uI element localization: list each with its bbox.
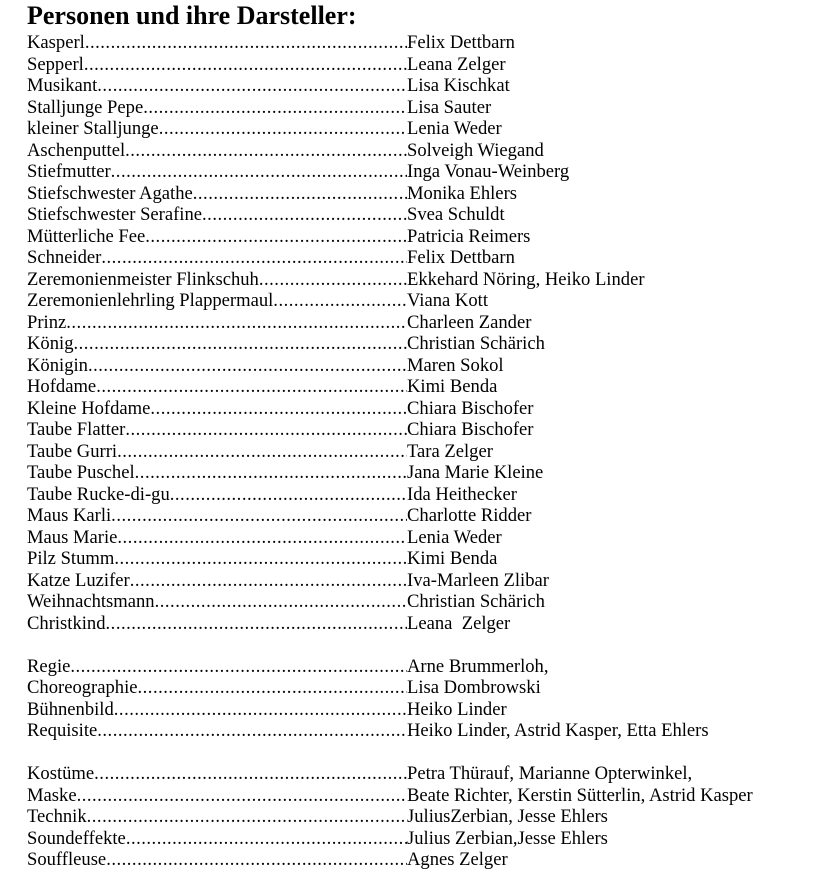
role-name: Soundeffekte bbox=[27, 827, 126, 849]
list-item bbox=[27, 32, 827, 54]
section-spacer bbox=[27, 634, 827, 656]
role-name: kleiner Stalljunge bbox=[27, 118, 159, 139]
role-label-group bbox=[27, 720, 407, 742]
list-item bbox=[27, 376, 827, 398]
list-item bbox=[27, 398, 827, 420]
dot-leader bbox=[97, 75, 407, 97]
role-name: Prinz bbox=[27, 311, 67, 333]
list-item bbox=[27, 677, 827, 699]
dot-leader bbox=[143, 97, 407, 119]
role-name: Kleine Hofdame bbox=[27, 397, 151, 419]
role-name: Christkind bbox=[27, 612, 106, 634]
performer-name: Kimi Benda bbox=[407, 548, 498, 569]
dot-leader bbox=[159, 118, 407, 140]
performer-name: Felix Dettbarn bbox=[407, 247, 515, 268]
role-name: Requisite bbox=[27, 720, 98, 741]
dot-leader bbox=[87, 806, 407, 828]
performer-name: Solveigh Wiegand bbox=[407, 139, 544, 161]
role-label-group bbox=[27, 591, 407, 613]
list-item bbox=[27, 527, 827, 549]
role-name: Souffleuse bbox=[27, 849, 107, 870]
dot-leader bbox=[101, 247, 407, 269]
role-name: Mütterliche Fee bbox=[27, 225, 146, 247]
dot-leader bbox=[135, 462, 407, 484]
dot-leader bbox=[138, 677, 408, 699]
role-label-group bbox=[27, 806, 407, 828]
performer-name: Lisa Sauter bbox=[407, 96, 492, 118]
role-label-group bbox=[27, 441, 407, 463]
performer-name: Lenia Weder bbox=[407, 526, 502, 548]
list-item bbox=[27, 548, 827, 570]
performer-name: Tara Zelger bbox=[407, 440, 493, 462]
performer-name: Monika Ehlers bbox=[407, 182, 517, 204]
role-name: Maus Marie bbox=[27, 526, 118, 548]
role-label-group bbox=[27, 269, 407, 291]
role-name: Katze Luzifer bbox=[27, 569, 130, 591]
cast-section bbox=[27, 32, 827, 634]
dot-leader bbox=[145, 226, 407, 248]
dot-leader bbox=[114, 548, 407, 570]
list-item bbox=[27, 54, 827, 76]
role-name: Taube Rucke-di-gu bbox=[27, 483, 170, 505]
list-item bbox=[27, 849, 827, 871]
dot-leader bbox=[170, 484, 407, 506]
dot-leader bbox=[117, 527, 407, 549]
dot-leader bbox=[117, 441, 407, 463]
performer-name: Inga Vonau-Weinberg bbox=[407, 161, 570, 182]
dot-leader bbox=[84, 54, 407, 76]
role-label-group bbox=[27, 699, 407, 721]
performer-name: Arne Brummerloh, bbox=[407, 655, 549, 677]
list-item bbox=[27, 419, 827, 441]
dot-leader bbox=[96, 376, 407, 398]
role-name: Hofdame bbox=[27, 376, 97, 397]
performer-name: Heiko Linder bbox=[407, 698, 507, 720]
performer-name: Agnes Zelger bbox=[407, 849, 508, 870]
role-label-group bbox=[27, 462, 407, 484]
list-item bbox=[27, 484, 827, 506]
dot-leader bbox=[73, 333, 407, 355]
list-item bbox=[27, 441, 827, 463]
role-name: Stiefschwester Agathe bbox=[27, 182, 193, 204]
performer-name: Charlotte Ridder bbox=[407, 505, 532, 526]
dot-leader bbox=[111, 161, 407, 183]
list-item bbox=[27, 97, 827, 119]
role-label-group bbox=[27, 183, 407, 205]
list-item bbox=[27, 462, 827, 484]
dot-leader bbox=[97, 720, 407, 742]
role-name: Kostüme bbox=[27, 763, 95, 784]
list-item bbox=[27, 75, 827, 97]
performer-name: JuliusZerbian, Jesse Ehlers bbox=[407, 806, 608, 827]
list-item bbox=[27, 591, 827, 613]
role-label-group bbox=[27, 118, 407, 140]
performer-name: Lisa Kischkat bbox=[407, 75, 510, 96]
list-item bbox=[27, 785, 827, 807]
performer-name: Beate Richter, Kerstin Sütterlin, Astrid Kasper bbox=[407, 784, 753, 806]
performer-name: Heiko Linder, Astrid Kasper, Etta Ehlers bbox=[407, 720, 709, 741]
list-item bbox=[27, 140, 827, 162]
dot-leader bbox=[155, 591, 407, 613]
performer-name: Christian Schärich bbox=[407, 591, 545, 612]
list-item bbox=[27, 699, 827, 721]
list-item bbox=[27, 763, 827, 785]
role-name: Schneider bbox=[27, 247, 102, 268]
list-item bbox=[27, 806, 827, 828]
dot-leader bbox=[193, 183, 407, 205]
dot-leader bbox=[77, 785, 407, 807]
list-item bbox=[27, 333, 827, 355]
list-item bbox=[27, 720, 827, 742]
performer-name: Lisa Dombrowski bbox=[407, 677, 541, 698]
role-label-group bbox=[27, 570, 407, 592]
role-label-group bbox=[27, 548, 407, 570]
dot-leader bbox=[106, 849, 407, 871]
list-item bbox=[27, 269, 827, 291]
role-label-group bbox=[27, 763, 407, 785]
role-name: Choreographie bbox=[27, 677, 138, 698]
page-title: Personen und ihre Darsteller: bbox=[27, 1, 357, 30]
dot-leader bbox=[66, 312, 407, 334]
dot-leader bbox=[259, 269, 407, 291]
performer-name: Patricia Reimers bbox=[407, 225, 531, 247]
role-name: Stalljunge Pepe bbox=[27, 96, 144, 118]
role-name: Bühnenbild bbox=[27, 698, 114, 720]
dot-leader bbox=[202, 204, 407, 226]
list-item bbox=[27, 118, 827, 140]
role-label-group bbox=[27, 505, 407, 527]
role-name: Taube Gurri bbox=[27, 440, 118, 462]
performer-name: Kimi Benda bbox=[407, 376, 498, 397]
role-label-group bbox=[27, 75, 407, 97]
performer-name: Ekkehard Nöring, Heiko Linder bbox=[407, 268, 645, 290]
list-item bbox=[27, 505, 827, 527]
role-name: Stiefschwester Serafine bbox=[27, 204, 203, 225]
performer-name: Iva-Marleen Zlibar bbox=[407, 569, 549, 591]
list-item bbox=[27, 183, 827, 205]
dot-leader bbox=[94, 763, 407, 785]
role-label-group bbox=[27, 355, 407, 377]
performer-name: Petra Thürauf, Marianne Opterwinkel, bbox=[407, 763, 693, 784]
role-name: Technik bbox=[27, 806, 87, 827]
role-name: Weihnachtsmann bbox=[27, 591, 155, 612]
list-item bbox=[27, 247, 827, 269]
dot-leader bbox=[114, 699, 407, 721]
dot-leader bbox=[106, 613, 407, 635]
performer-name: Ida Heithecker bbox=[407, 483, 517, 505]
performer-name: Chiara Bischofer bbox=[407, 419, 534, 440]
list-item bbox=[27, 570, 827, 592]
role-name: Aschenputtel bbox=[27, 139, 126, 161]
performer-name: Leana Zelger bbox=[407, 53, 506, 75]
performer-name: Charleen Zander bbox=[407, 311, 532, 333]
role-label-group bbox=[27, 849, 407, 871]
role-name: Zeremonienlehrling Plappermaul bbox=[27, 290, 274, 311]
role-name: Taube Puschel bbox=[27, 462, 135, 483]
list-item bbox=[27, 355, 827, 377]
section-spacer bbox=[27, 742, 827, 764]
list-item bbox=[27, 226, 827, 248]
list-item bbox=[27, 656, 827, 678]
dot-leader bbox=[125, 140, 407, 162]
role-name: Musikant bbox=[27, 75, 98, 96]
performer-name: Christian Schärich bbox=[407, 333, 545, 354]
performer-name: Leana Zelger bbox=[407, 612, 511, 634]
crew-section-production bbox=[27, 763, 827, 871]
role-label-group bbox=[27, 312, 407, 334]
crew-section-direction bbox=[27, 656, 827, 742]
role-label-group bbox=[27, 32, 407, 54]
role-label-group bbox=[27, 226, 407, 248]
role-label-group bbox=[27, 333, 407, 355]
role-name: Stiefmutter bbox=[27, 161, 111, 182]
role-name: Taube Flatter bbox=[27, 419, 126, 440]
performer-name: Lenia Weder bbox=[407, 118, 502, 139]
dot-leader bbox=[88, 355, 407, 377]
role-name: Pilz Stumm bbox=[27, 548, 115, 569]
role-name: König bbox=[27, 333, 74, 354]
dot-leader bbox=[85, 32, 407, 54]
role-label-group bbox=[27, 97, 407, 119]
role-name: Sepperl bbox=[27, 53, 84, 75]
role-label-group bbox=[27, 613, 407, 635]
role-name: Kasperl bbox=[27, 32, 85, 53]
dot-leader bbox=[70, 656, 407, 678]
role-name: Maske bbox=[27, 784, 77, 806]
dot-leader bbox=[150, 398, 407, 420]
list-item bbox=[27, 613, 827, 635]
role-label-group bbox=[27, 419, 407, 441]
role-label-group bbox=[27, 376, 407, 398]
performer-name: Maren Sokol bbox=[407, 354, 504, 376]
list-item bbox=[27, 290, 827, 312]
performer-name: Felix Dettbarn bbox=[407, 32, 515, 53]
dot-leader bbox=[130, 570, 407, 592]
role-label-group bbox=[27, 290, 407, 312]
list-item bbox=[27, 204, 827, 226]
performer-name: Jana Marie Kleine bbox=[407, 462, 544, 483]
list-item bbox=[27, 312, 827, 334]
dot-leader bbox=[126, 828, 407, 850]
dot-leader bbox=[273, 290, 407, 312]
role-label-group bbox=[27, 677, 407, 699]
performer-name: Viana Kott bbox=[407, 290, 488, 311]
performer-name: Chiara Bischofer bbox=[407, 397, 534, 419]
role-label-group bbox=[27, 54, 407, 76]
dot-leader bbox=[111, 505, 407, 527]
role-name: Regie bbox=[27, 655, 71, 677]
role-label-group bbox=[27, 398, 407, 420]
performer-name: Julius Zerbian,Jesse Ehlers bbox=[407, 827, 608, 849]
role-name: Königin bbox=[27, 354, 88, 376]
role-label-group bbox=[27, 161, 407, 183]
role-label-group bbox=[27, 204, 407, 226]
role-label-group bbox=[27, 785, 407, 807]
performer-name: Svea Schuldt bbox=[407, 204, 505, 225]
list-item bbox=[27, 161, 827, 183]
role-label-group bbox=[27, 656, 407, 678]
role-label-group bbox=[27, 484, 407, 506]
list-item bbox=[27, 828, 827, 850]
cast-list-page bbox=[27, 0, 827, 871]
role-label-group bbox=[27, 247, 407, 269]
role-name: Maus Karli bbox=[27, 505, 112, 526]
dot-leader bbox=[125, 419, 407, 441]
role-label-group bbox=[27, 828, 407, 850]
role-name: Zeremonienmeister Flinkschuh bbox=[27, 268, 259, 290]
role-label-group bbox=[27, 527, 407, 549]
role-label-group bbox=[27, 140, 407, 162]
